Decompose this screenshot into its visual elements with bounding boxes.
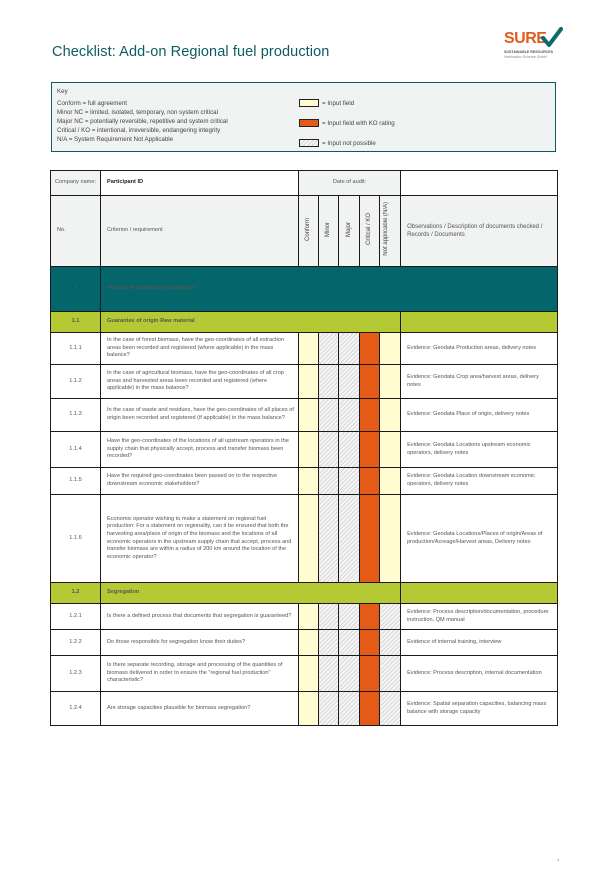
logo-wordmark: SURE: [504, 30, 547, 47]
critical-ko-input[interactable]: [360, 656, 380, 692]
legend-label-ko: = Input field with KO rating: [322, 120, 395, 127]
key-definition-conform: Conform = full agreement: [57, 100, 127, 107]
col-header-minor: Minor: [325, 221, 332, 237]
minor-disabled: [319, 432, 339, 468]
table-row: [51, 630, 558, 656]
minor-disabled: [319, 495, 339, 583]
table-row: [51, 333, 558, 365]
row-criterion: Is there a defined process that documents that segregation is guaranteed?: [101, 604, 299, 630]
row-number: 1.1.4: [51, 432, 101, 468]
na-disabled: [380, 630, 401, 656]
na-disabled: [380, 656, 401, 692]
critical-ko-input[interactable]: [360, 333, 380, 365]
table-row: [51, 692, 558, 726]
col-header-na: Not applicable (N/A): [383, 202, 390, 257]
date-of-audit-label: Date of audit:: [299, 171, 401, 196]
conform-input[interactable]: [299, 365, 319, 399]
row-number: 1.1.5: [51, 468, 101, 495]
na-input[interactable]: [380, 365, 401, 399]
row-number: 1.1.1: [51, 333, 101, 365]
logo-subline-2: Verification Scheme GmbH: [504, 55, 548, 59]
conform-input[interactable]: [299, 656, 319, 692]
conform-input[interactable]: [299, 604, 319, 630]
participant-id-field[interactable]: Participant ID: [101, 171, 299, 196]
subsection-title: Guarantee of origin Raw material: [101, 312, 401, 333]
col-header-conform: Conform: [305, 217, 312, 241]
conform-input[interactable]: [299, 333, 319, 365]
subsection-number: 1.2: [51, 583, 101, 604]
conform-input[interactable]: [299, 468, 319, 495]
major-disabled: [339, 604, 360, 630]
row-criterion: Have the geo-coordinates of the locations of all upstream operators in the supply chain that physically accept, process and transfer biomass been recorded?: [101, 432, 299, 468]
page-title: Checklist: Add-on Regional fuel production: [52, 44, 330, 60]
checkmark-icon: [541, 27, 563, 47]
key-definition-na: N/A = System Requirement Not Applicable: [57, 136, 174, 143]
col-header-observations: Observations / Description of documents checked / Records / Documents: [401, 196, 558, 267]
subsection-row: [51, 583, 558, 604]
major-disabled: [339, 432, 360, 468]
legend-swatch-input: [299, 99, 319, 107]
row-observation[interactable]: Evidence: Spatial separation capacities, balancing mass balance with storage capacity: [401, 692, 558, 726]
row-number: 1.2.2: [51, 630, 101, 656]
col-header-criterion: Criterion / requirement: [101, 196, 299, 267]
row-observation[interactable]: Evidence: Geodata Locations upstream economic operators, delivery notes: [401, 432, 558, 468]
major-disabled: [339, 365, 360, 399]
row-number: 1.2.1: [51, 604, 101, 630]
row-criterion: In the case of forest biomass, have the geo-coordinates of all extraction areas been recorded and registered (where applicable) in the mass balance?: [101, 333, 299, 365]
table-row: [51, 399, 558, 432]
table-row: [51, 432, 558, 468]
key-title: Key: [57, 88, 68, 95]
subsection-row: [51, 312, 558, 333]
row-observation[interactable]: Evidence: Geodata Production areas, delivery notes: [401, 333, 558, 365]
key-definition-major: Major NC = potentially reversible, repetitive and system critical: [57, 118, 228, 125]
na-input[interactable]: [380, 495, 401, 583]
row-criterion: In the case of waste and residues, have the geo-coordinates of all places of origin been recorded and registered (if applicable) in the mass balance?: [101, 399, 299, 432]
conform-input[interactable]: [299, 432, 319, 468]
section-title: Add-on: Regional fuel production: [101, 267, 558, 312]
page-number: 1: [557, 857, 560, 862]
row-number: 1.1.6: [51, 495, 101, 583]
minor-disabled: [319, 604, 339, 630]
major-disabled: [339, 692, 360, 726]
row-observation[interactable]: Evidence of internal training, interview: [401, 630, 558, 656]
na-input[interactable]: [380, 432, 401, 468]
table-row: [51, 495, 558, 583]
row-observation[interactable]: Evidence: Process description/documentation, procedure instruction, QM manual: [401, 604, 558, 630]
logo-subline-1: SUSTAINABLE RESOURCES: [504, 50, 554, 54]
sure-logo: [504, 27, 564, 65]
major-disabled: [339, 495, 360, 583]
legend-swatch-not-possible: [299, 139, 319, 147]
conform-input[interactable]: [299, 630, 319, 656]
company-name-label: Company name:: [51, 171, 101, 196]
row-observation[interactable]: Evidence: Geodata Place of origin, delivery notes: [401, 399, 558, 432]
major-disabled: [339, 468, 360, 495]
critical-ko-input[interactable]: [360, 365, 380, 399]
critical-ko-input[interactable]: [360, 495, 380, 583]
table-row: [51, 604, 558, 630]
row-criterion: In the case of agricultural biomass, have the geo-coordinates of all crop areas and harvested areas been recorded and registered (where applicable) in the mass balance?: [101, 365, 299, 399]
row-criterion: Are storage capacities plausible for biomass segregation?: [101, 692, 299, 726]
major-disabled: [339, 630, 360, 656]
na-input[interactable]: [380, 399, 401, 432]
conform-input[interactable]: [299, 495, 319, 583]
table-row: [51, 365, 558, 399]
key-box: [51, 82, 556, 152]
critical-ko-input[interactable]: [360, 468, 380, 495]
row-number: 1.1.3: [51, 399, 101, 432]
na-disabled: [380, 692, 401, 726]
row-number: 1.2.4: [51, 692, 101, 726]
date-of-audit-field[interactable]: [401, 171, 558, 196]
row-criterion: Is there separate recording, storage and processing of the quantities of biomass delivered in order to ensure the "regional fuel production" characteristic?: [101, 656, 299, 692]
critical-ko-input[interactable]: [360, 399, 380, 432]
minor-disabled: [319, 333, 339, 365]
row-number: 1.1.2: [51, 365, 101, 399]
legend-label-not-possible: = Input not possible: [322, 140, 376, 147]
row-criterion: Do those responsible for segregation know their duties?: [101, 630, 299, 656]
table-row: [51, 656, 558, 692]
conform-input[interactable]: [299, 692, 319, 726]
minor-disabled: [319, 399, 339, 432]
major-disabled: [339, 333, 360, 365]
critical-ko-input[interactable]: [360, 692, 380, 726]
minor-disabled: [319, 630, 339, 656]
minor-disabled: [319, 365, 339, 399]
subsection-number: 1.1: [51, 312, 101, 333]
legend-label-input: = Input field: [322, 100, 355, 107]
col-header-major: Major: [345, 221, 352, 237]
na-input[interactable]: [380, 333, 401, 365]
minor-disabled: [319, 692, 339, 726]
section-row: [51, 267, 558, 312]
na-input[interactable]: [380, 468, 401, 495]
minor-disabled: [319, 656, 339, 692]
section-number: 1: [51, 267, 101, 312]
checklist-table: [50, 170, 558, 726]
critical-ko-input[interactable]: [360, 630, 380, 656]
critical-ko-input[interactable]: [360, 432, 380, 468]
row-observation[interactable]: Evidence: Geodata Crop area/harvest areas, delivery notes: [401, 365, 558, 399]
conform-input[interactable]: [299, 399, 319, 432]
key-definition-critical: Critical / KO = intentional, irreversible, endangering integrity: [57, 127, 221, 134]
key-definition-minor: Minor NC = limited, isolated, temporary, non system critical: [57, 109, 218, 116]
row-criterion: Economic operator wishing to make a statement on regional fuel production: For a statement on regionality, can it be ensured that both the harvesting area/place of origin of the biomass and the locations of all economic operators in the upstream supply chain that accept, process and transfer biomass are within a radius of 200 km around the location of the economic operator?: [101, 495, 299, 583]
row-criterion: Have the required geo-coordinates been passed on to the respective downstream economic stakeholders?: [101, 468, 299, 495]
row-observation[interactable]: Evidence: Geodata Locations/Places of origin/Areas of production/Acreage/Harvest areas, Delivery notes: [401, 495, 558, 583]
col-header-critical: Critical / KO: [366, 213, 373, 246]
row-observation[interactable]: Evidence: Process description, internal documentation: [401, 656, 558, 692]
subsection-title: Segregation: [101, 583, 401, 604]
col-header-no: No.: [51, 196, 101, 267]
table-row: [51, 468, 558, 495]
na-disabled: [380, 604, 401, 630]
major-disabled: [339, 656, 360, 692]
subsection-observation-cell: [401, 583, 558, 604]
critical-ko-input[interactable]: [360, 604, 380, 630]
subsection-observation-cell: [401, 312, 558, 333]
row-observation[interactable]: Evidence: Geodata Location downstream economic operators, delivery notes: [401, 468, 558, 495]
minor-disabled: [319, 468, 339, 495]
legend-swatch-ko: [299, 119, 319, 127]
major-disabled: [339, 399, 360, 432]
row-number: 1.2.3: [51, 656, 101, 692]
